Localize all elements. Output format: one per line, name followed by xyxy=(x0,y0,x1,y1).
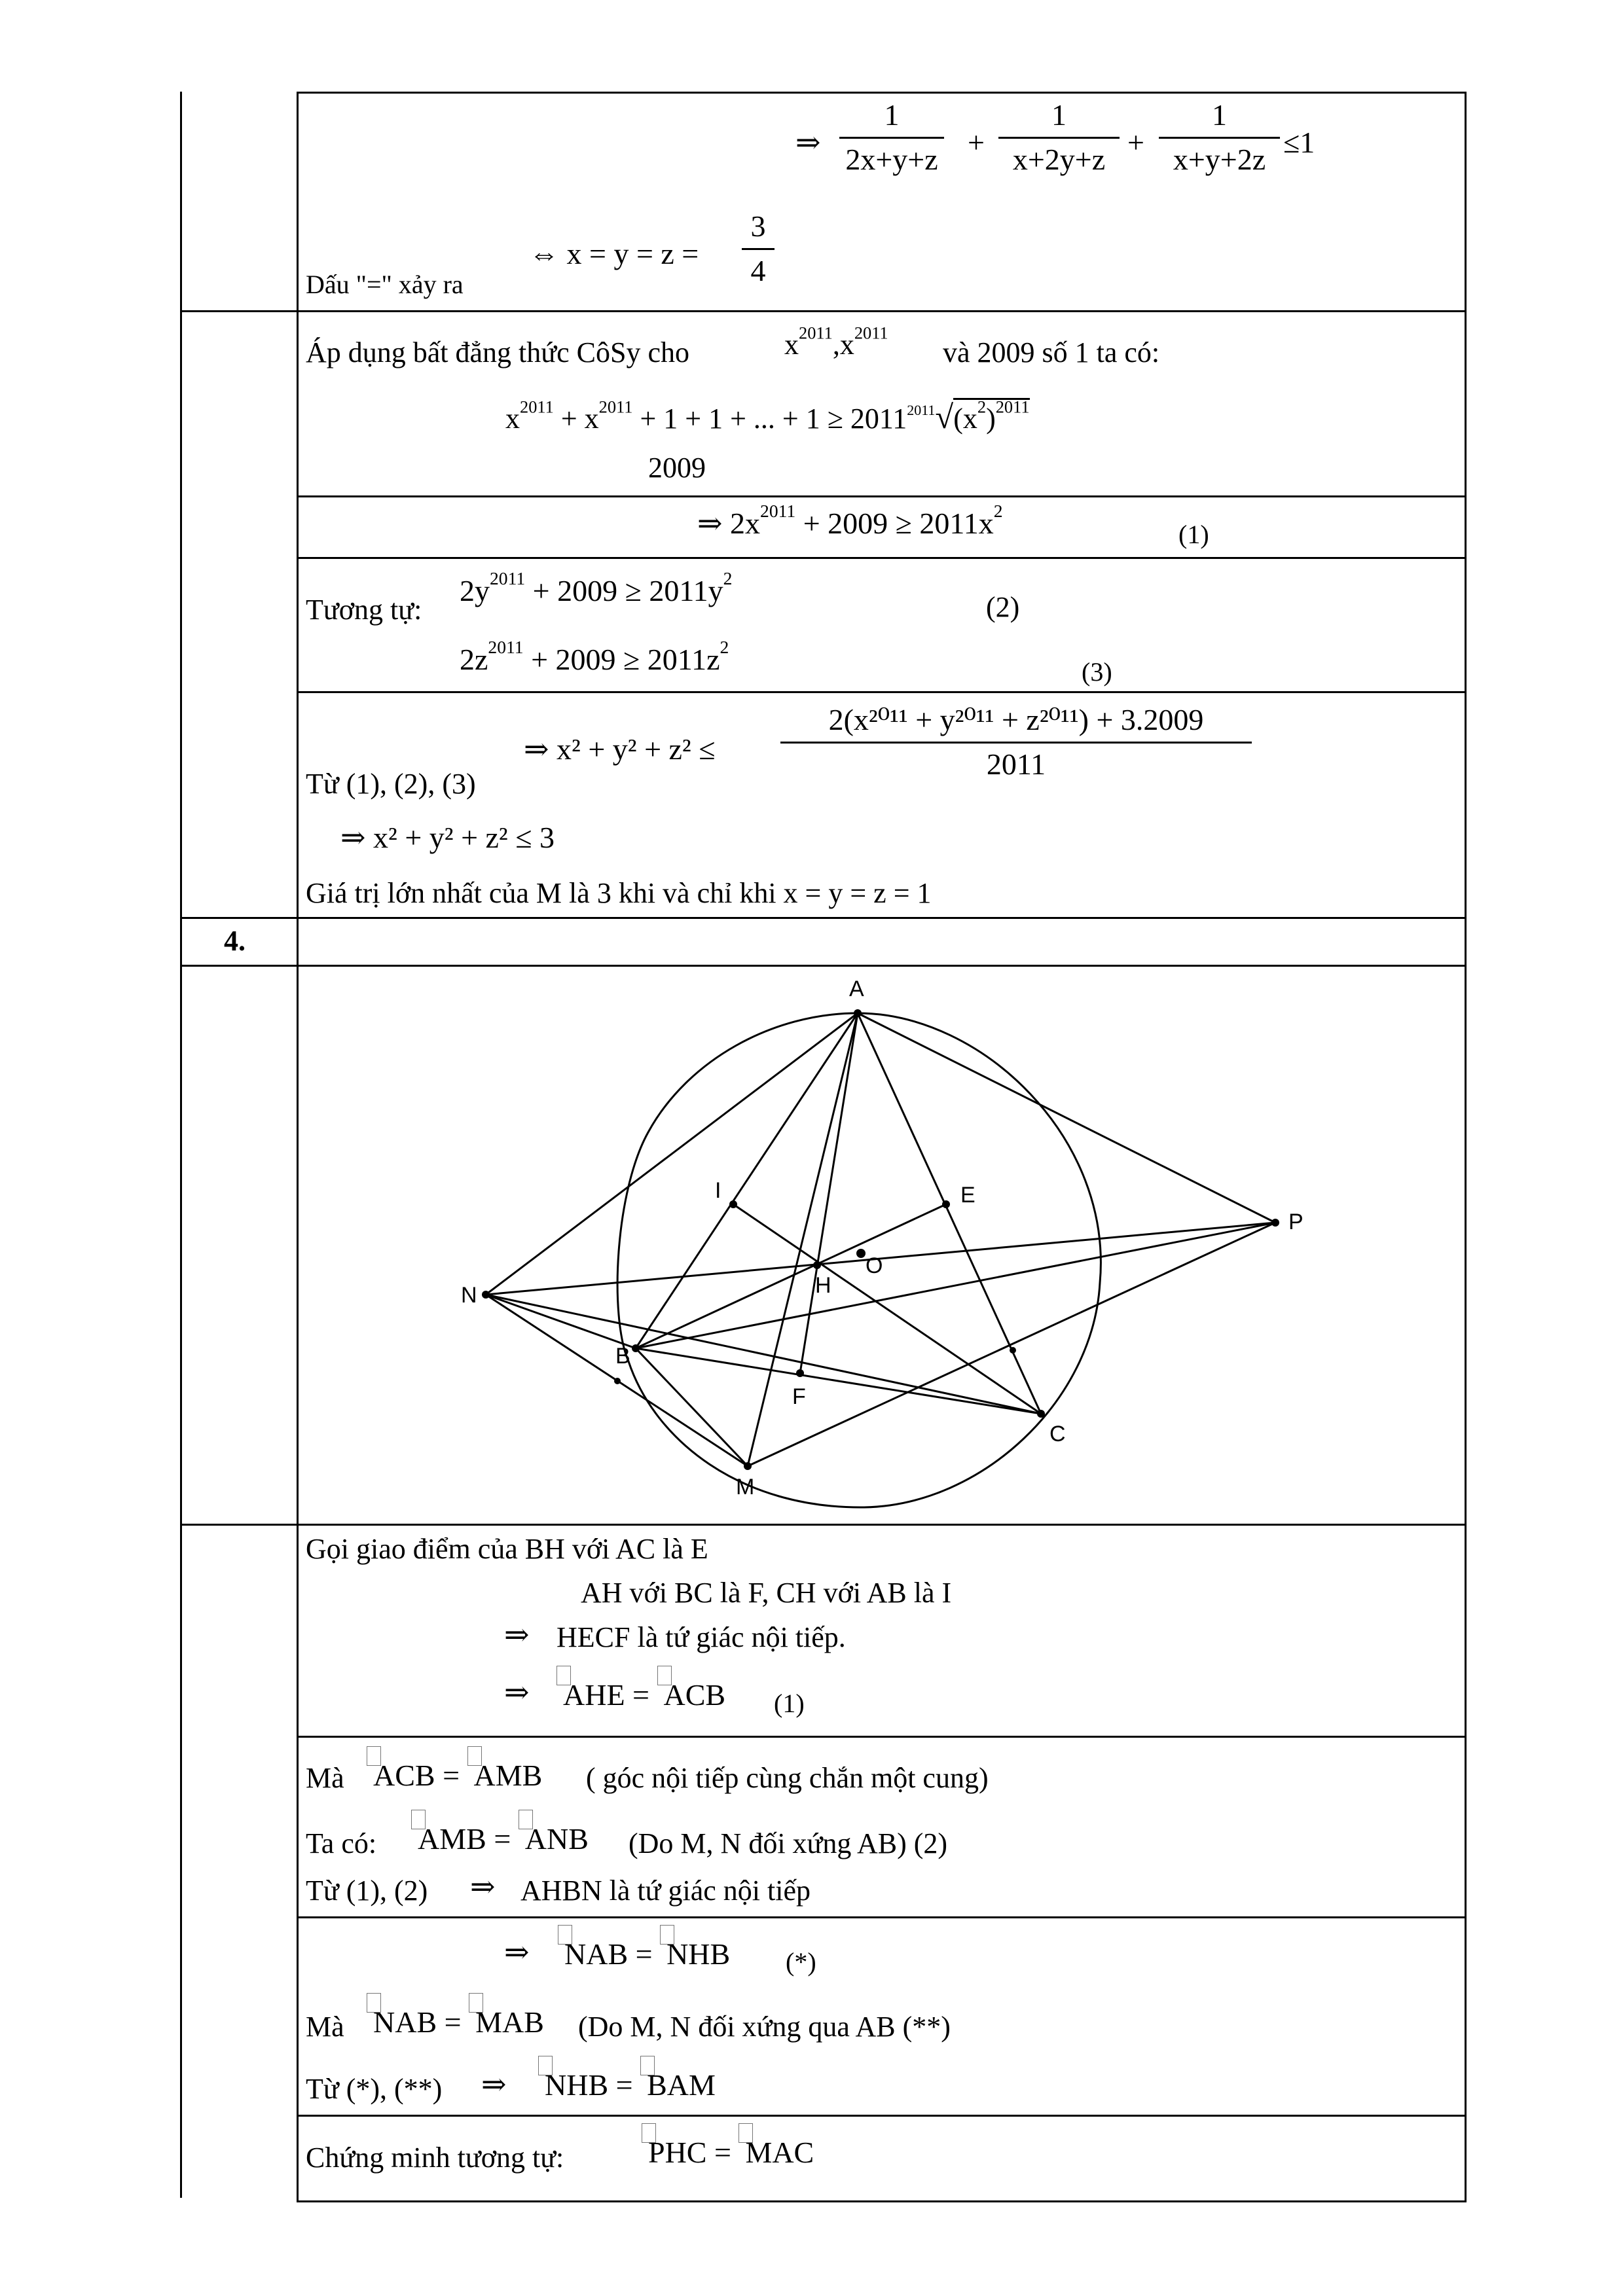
cauchy-intro: Áp dụng bất đẳng thức CôSy cho xyxy=(306,336,690,368)
angle-equality-PHC-MAC: PHC = MAC xyxy=(642,2138,814,2168)
angle-equality-NAB-MAB: NAB = MAB xyxy=(367,2007,544,2037)
label-E: E xyxy=(960,1183,976,1208)
segment-AF xyxy=(800,1013,858,1373)
implies-arrow: ⇒ xyxy=(504,1935,530,1969)
fraction-2: 1 x+2y+z xyxy=(998,98,1120,177)
implies-arrow: ⇒ xyxy=(470,1870,496,1903)
plus-sign: + xyxy=(1127,126,1144,159)
segment-AN xyxy=(486,1013,858,1295)
equality-expression: ⇔ x = y = z = xyxy=(529,237,699,270)
cyclic-quad-HECF: HECF là tứ giác nội tiếp. xyxy=(556,1621,846,1653)
inequality-x: ⇒ $2x^{2011} + 2009 \ge 2011x^2$ xyxy=(697,501,1003,540)
inscribed-angle-note: ( góc nội tiếp cùng chắn một cung) xyxy=(586,1762,989,1794)
label-C: C xyxy=(1049,1422,1066,1446)
segment-NC xyxy=(486,1295,1041,1414)
point-B xyxy=(632,1344,640,1352)
count-of-ones: 2009 xyxy=(648,452,706,484)
max-value-statement: Giá trị lớn nhất của M là 3 khi và chỉ khi x = y = z = 1 xyxy=(306,877,932,909)
taco-label: Ta có: xyxy=(306,1827,377,1859)
from-12-label: Từ (1), (2) xyxy=(306,1874,428,1907)
symmetry-note-2: (Do M, N đối xứng AB) (2) xyxy=(629,1827,948,1859)
equality-label: Dấu "=" xảy ra xyxy=(306,270,464,299)
implies-arrow: ⇒ xyxy=(504,1676,530,1709)
label-M: M xyxy=(736,1475,755,1499)
point-P xyxy=(1271,1219,1279,1227)
label-B: B xyxy=(615,1344,630,1369)
segment-AP xyxy=(858,1013,1275,1223)
arc-point-2 xyxy=(1010,1347,1016,1354)
point-O xyxy=(856,1249,866,1258)
plus-sign: + xyxy=(968,126,985,159)
angle-equality-AMB-ANB: AMB = ANB xyxy=(411,1824,589,1854)
segment-BP xyxy=(636,1223,1275,1348)
angle-equality-NHB-BAM: NHB = BAM xyxy=(538,2070,716,2100)
label-I: I xyxy=(715,1178,721,1203)
segment-AB xyxy=(636,1013,858,1348)
implies-arrow: ⇒ xyxy=(504,1618,530,1651)
intersection-line-1: Gọi giao điểm của BH với AC là E xyxy=(306,1533,708,1565)
inequality-y: $2y^{2011} + 2009 \ge 2011y^2$ xyxy=(460,568,733,607)
point-M xyxy=(744,1462,752,1470)
implies-arrow: ⇒ xyxy=(795,126,821,159)
angle-equality-NAB-NHB: NAB = NHB xyxy=(558,1939,730,1969)
point-E xyxy=(942,1200,950,1208)
point-A xyxy=(854,1009,862,1017)
point-N xyxy=(482,1291,490,1299)
from-123-label: Từ (1), (2), (3) xyxy=(306,768,476,800)
implies-arrow: ⇒ xyxy=(481,2068,507,2101)
cauchy-terms: $x^{2011},x^{2011}$ xyxy=(784,323,888,361)
cyclic-quad-AHBN: AHBN là tứ giác nội tiếp xyxy=(520,1874,811,1907)
point-I xyxy=(729,1200,737,1208)
point-F xyxy=(796,1369,804,1377)
radicand: $(x^2)^{2011}$ xyxy=(953,397,1030,435)
label-O: O xyxy=(866,1253,883,1278)
sum-squares-expression: ⇒ x² + y² + z² ≤ xyxy=(524,732,716,766)
segment-AC xyxy=(858,1013,1041,1414)
cauchy-inequality: $x^{2011} + x^{2011} + 1 + 1$ + ... + $1 \ge 2011^{2011}√(x^2)^{2011}$ xyxy=(505,397,1030,435)
cauchy-intro-end: và 2009 số 1 ta có: xyxy=(943,336,1160,368)
point-H xyxy=(813,1261,821,1269)
label-3: (3) xyxy=(1082,657,1112,687)
similar-proof-label: Chứng minh tương tự: xyxy=(306,2142,564,2174)
label-1: (1) xyxy=(1178,520,1209,549)
intersection-line-2: AH với BC là F, CH với AB là I xyxy=(581,1577,952,1609)
label-F: F xyxy=(792,1384,806,1409)
from-stars-label: Từ (*), (**) xyxy=(306,2073,443,2105)
label-A: A xyxy=(849,977,864,1001)
ma-label: Mà xyxy=(306,1762,344,1794)
point-C xyxy=(1037,1410,1045,1418)
label-2: (2) xyxy=(986,591,1020,623)
sum-squares-bound: ⇒ x² + y² + z² ≤ 3 xyxy=(340,821,555,854)
fraction-three-quarters: 3 4 xyxy=(742,209,775,289)
inequality-z: $2z^{2011} + 2009 \ge 2011z^2$ xyxy=(460,637,729,676)
angle-equality-AHE-ACB: AHE = ACB xyxy=(556,1680,725,1710)
label-N: N xyxy=(461,1283,477,1308)
fraction-3: 1 x+y+2z xyxy=(1159,98,1280,177)
section-number: 4. xyxy=(224,925,246,957)
ma-label: Mà xyxy=(306,2011,344,2043)
arc-point-1 xyxy=(614,1378,621,1384)
fraction-1: 1 2x+y+z xyxy=(839,98,944,177)
leq-one: ≤1 xyxy=(1283,126,1315,159)
label-P: P xyxy=(1288,1210,1304,1234)
label-star: (*) xyxy=(786,1947,816,1977)
label-H: H xyxy=(815,1273,831,1298)
similarly-label: Tương tự: xyxy=(306,594,422,626)
sum-bound-fraction: 2(x²⁰¹¹ + y²⁰¹¹ + z²⁰¹¹) + 3.2009 2011 xyxy=(780,703,1252,782)
radical-sign: √ xyxy=(935,399,954,435)
label-1: (1) xyxy=(774,1689,805,1718)
segment-CI xyxy=(733,1204,1041,1414)
symmetry-note-star2: (Do M, N đối xứng qua AB (**) xyxy=(578,2011,951,2043)
angle-equality-ACB-AMB: ACB = AMB xyxy=(367,1761,542,1791)
